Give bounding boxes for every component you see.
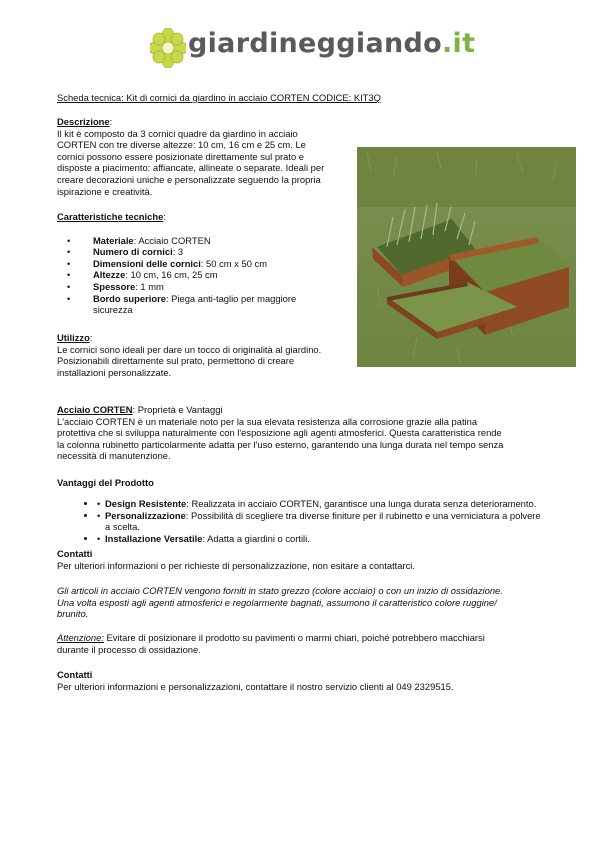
contatti-heading: Contatti: [57, 548, 93, 559]
list-item: • • Installazione Versatile: Adatta a giardini o cortili.: [97, 533, 547, 545]
caratteristiche-list: [57, 235, 347, 316]
vantaggi-list: [57, 498, 547, 544]
corten-line: la colonna rubinetto particolarmente adatta per l'uso esterno, garantendo una lunga durata nel tempo senza: [57, 438, 504, 450]
vantaggi-section: [57, 477, 547, 554]
contatti-heading: Contatti: [57, 669, 93, 680]
descrizione-line: cornici possono essere posizionate direttamente sul prato e: [57, 150, 305, 162]
corten-heading: Acciaio CORTEN: Proprietà e Vantaggi: [57, 404, 223, 415]
corten-line: necessità di manutenzione.: [57, 450, 171, 462]
descrizione-heading: Descrizione:: [57, 116, 113, 127]
contatti-text: Per ulteriori informazioni e personalizzazioni, contattare il nostro servizio clienti al 049 2329515.: [57, 680, 454, 692]
list-item: • Spessore: 1 mm: [57, 281, 347, 293]
corten-section: [57, 404, 547, 462]
nota-ossidazione: [57, 585, 547, 620]
list-item: • • Design Resistente: Realizzata in acciaio CORTEN, garantisce una lunga durata senza deterioramento.: [97, 498, 547, 510]
logo-wordmark: [188, 28, 475, 59]
descrizione-line: disposte a piacimento: affiancate, allineate o separate. Ideali per: [57, 162, 325, 174]
utilizzo-line: Le cornici sono ideali per dare un tocco di originalità al giardino.: [57, 343, 322, 355]
nota-line: Gli articoli in acciaio CORTEN vengono forniti in stato grezzo (colore acciaio) o con un inizio di ossidazione.: [57, 585, 503, 596]
attenzione-line: Evitare di posizionare il prodotto su pavimenti o marmi chiari, poiché potrebbero macchiarsi: [103, 632, 485, 643]
document-title: Scheda tecnica: Kit di cornici da giardino in acciaio CORTEN CODICE: KIT3Q: [57, 92, 381, 103]
flower-icon: [150, 28, 186, 68]
contatti-section: [57, 548, 547, 571]
descrizione-section: [57, 116, 357, 197]
contatti-section-2: [57, 669, 547, 692]
descrizione-line: CORTEN con tre diverse altezze: 10 cm, 16 cm e 25 cm. Le: [57, 139, 306, 151]
list-item: • • Personalizzazione: Possibilità di scegliere tra diverse finiture per il rubinetto e una verniciatura a polvere a scelta.: [97, 510, 547, 533]
utilizzo-section: [57, 332, 357, 378]
caratteristiche-section: [57, 211, 347, 316]
attenzione-note: [57, 632, 547, 655]
corten-frames-image: [357, 147, 576, 367]
utilizzo-heading: Utilizzo:: [57, 332, 93, 343]
list-item: • Altezze: 10 cm, 16 cm, 25 cm: [57, 269, 347, 281]
vantaggi-heading: Vantaggi del Prodotto: [57, 477, 154, 488]
logo-name: giardineggiando: [188, 28, 442, 59]
descrizione-line: creare decorazioni uniche e personalizzate seguendo la propria: [57, 173, 321, 185]
list-item: • Bordo superiore: Piega anti-taglio per maggiore sicurezza: [57, 293, 347, 316]
caratteristiche-heading: Caratteristiche tecniche:: [57, 211, 166, 222]
attenzione-label: Attenzione:: [57, 632, 104, 643]
nota-line: Una volta esposti agli agenti atmosferici e regolarmente bagnati, assumono il caratteristico colore ruggine/: [57, 596, 497, 608]
corten-line: L'acciaio CORTEN è un materiale noto per la sua elevata resistenza alla corrosione grazie alla patina: [57, 415, 478, 427]
contatti-text: Per ulteriori informazioni o per richieste di personalizzazione, non esitare a contattarci.: [57, 559, 415, 571]
corten-line: protettiva che si sviluppa naturalmente con l'esposizione agli agenti atmosferici. Questa caratteristica rende: [57, 427, 502, 439]
list-item: • Dimensioni delle cornici: 50 cm x 50 cm: [57, 258, 347, 270]
descrizione-line: ispirazione e creatività.: [57, 185, 153, 197]
descrizione-line: Il kit è composto da 3 cornici quadre da giardino in acciaio: [57, 127, 298, 139]
utilizzo-line: installazioni personalizzate.: [57, 366, 172, 378]
nota-line: brunito.: [57, 608, 89, 620]
utilizzo-line: Posizionabili direttamente sul prato, permettono di creare: [57, 355, 295, 367]
list-item: • Numero di cornici: 3: [57, 246, 347, 258]
product-photo: [357, 147, 576, 367]
logo-tld: .it: [441, 28, 476, 59]
list-item: • Materiale: Acciaio CORTEN: [57, 235, 347, 247]
attenzione-line: durante il processo di ossidazione.: [57, 643, 201, 655]
